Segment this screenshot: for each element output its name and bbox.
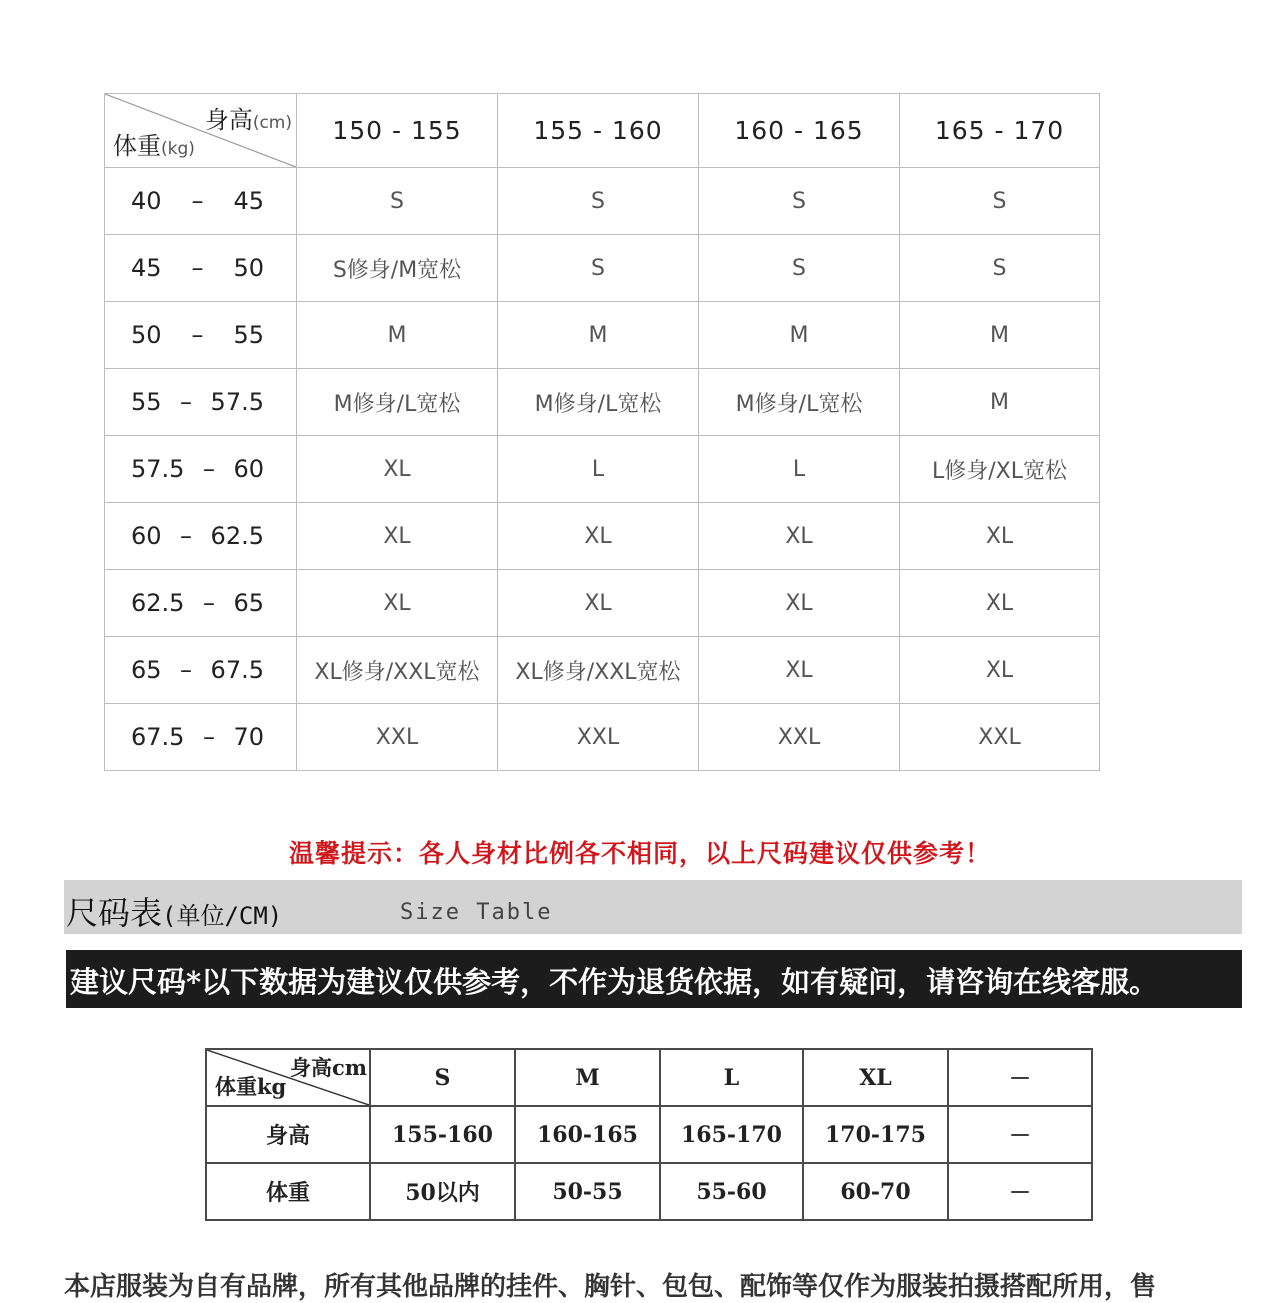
size-cell: XL <box>297 436 498 503</box>
table-row <box>105 302 1100 369</box>
value-cell: 50以内 <box>370 1163 515 1220</box>
size-cell: XL修身/XXL宽松 <box>498 637 699 704</box>
table-row <box>105 637 1100 704</box>
weight-range-cell: 57.5 – 60 <box>105 436 297 503</box>
size-header: M <box>515 1049 660 1106</box>
weight-axis-label: 体重(kg) <box>113 132 195 160</box>
size-cell: XXL <box>297 704 498 771</box>
value-cell: － <box>948 1163 1092 1220</box>
size-table-title: 尺码表(单位/CM) <box>66 894 283 932</box>
size-cell: XL <box>900 503 1100 570</box>
size-cell: S修身/M宽松 <box>297 235 498 302</box>
size-cell: XL <box>699 503 900 570</box>
table-row <box>105 369 1100 436</box>
weight-axis-label: 体重kg <box>215 1074 287 1099</box>
size-cell: M <box>699 302 900 369</box>
weight-range-cell: 60 – 62.5 <box>105 503 297 570</box>
size-cell: XL <box>297 503 498 570</box>
size-cell: XL <box>900 637 1100 704</box>
weight-range-cell: 62.5 – 65 <box>105 570 297 637</box>
simple-size-table <box>205 1048 1093 1221</box>
size-cell: XL <box>297 570 498 637</box>
table-row <box>105 503 1100 570</box>
simple-table-header-row <box>206 1049 1092 1106</box>
store-disclaimer-text: 本店服装为自有品牌，所有其他品牌的挂件、胸针、包包、配饰等仅作为服装拍摄搭配所用，售 <box>64 1272 1157 1302</box>
size-header: S <box>370 1049 515 1106</box>
size-cell: S <box>900 235 1100 302</box>
size-cell: M <box>498 302 699 369</box>
value-cell: 165-170 <box>660 1106 803 1163</box>
height-range-header: 150 - 155 <box>297 94 498 168</box>
table-row <box>105 704 1100 771</box>
size-header: L <box>660 1049 803 1106</box>
size-chart-corner-cell <box>105 94 297 168</box>
size-cell: S <box>900 168 1100 235</box>
size-cell: M修身/L宽松 <box>297 369 498 436</box>
height-range-header: 160 - 165 <box>699 94 900 168</box>
height-range-header: 155 - 160 <box>498 94 699 168</box>
size-chart-table <box>104 93 1100 771</box>
height-range-header: 165 - 170 <box>900 94 1100 168</box>
advice-banner-text: 建议尺码*以下数据为建议仅供参考，不作为退货依据，如有疑问，请咨询在线客服。 <box>70 965 1159 999</box>
simple-table-corner-cell <box>206 1049 370 1106</box>
size-cell: S <box>297 168 498 235</box>
size-advice-notice: 温馨提示：各人身材比例各不相同，以上尺码建议仅供参考！ <box>288 839 991 868</box>
size-cell: XL <box>900 570 1100 637</box>
size-cell: XXL <box>498 704 699 771</box>
size-cell: M <box>900 369 1100 436</box>
weight-range-cell: 67.5 – 70 <box>105 704 297 771</box>
value-cell: 170-175 <box>803 1106 948 1163</box>
weight-range-cell: 65 – 67.5 <box>105 637 297 704</box>
size-header: XL <box>803 1049 948 1106</box>
weight-range-cell: 55 – 57.5 <box>105 369 297 436</box>
table-row <box>105 235 1100 302</box>
value-cell: － <box>948 1106 1092 1163</box>
size-cell: S <box>699 168 900 235</box>
value-cell: 50-55 <box>515 1163 660 1220</box>
size-cell: M修身/L宽松 <box>498 369 699 436</box>
size-chart-header-row <box>105 94 1100 168</box>
weight-range-cell: 40 – 45 <box>105 168 297 235</box>
value-cell: 60-70 <box>803 1163 948 1220</box>
size-cell: XL修身/XXL宽松 <box>297 637 498 704</box>
row-label: 身高 <box>206 1106 370 1163</box>
size-cell: M <box>297 302 498 369</box>
value-cell: 160-165 <box>515 1106 660 1163</box>
size-cell: XL <box>498 503 699 570</box>
table-row <box>206 1163 1092 1220</box>
size-header: － <box>948 1049 1092 1106</box>
size-cell: XXL <box>699 704 900 771</box>
weight-range-cell: 45 – 50 <box>105 235 297 302</box>
size-cell: M <box>900 302 1100 369</box>
row-label: 体重 <box>206 1163 370 1220</box>
size-cell: S <box>498 168 699 235</box>
size-cell: L <box>699 436 900 503</box>
value-cell: 55-60 <box>660 1163 803 1220</box>
size-cell: L <box>498 436 699 503</box>
size-cell: XXL <box>900 704 1100 771</box>
size-cell: XL <box>498 570 699 637</box>
size-cell: L修身/XL宽松 <box>900 436 1100 503</box>
advice-banner <box>66 950 1242 1008</box>
size-cell: XL <box>699 570 900 637</box>
table-row <box>105 168 1100 235</box>
height-axis-label: 身高cm <box>289 1055 367 1080</box>
size-table-heading <box>64 880 1242 934</box>
height-axis-label: 身高(cm) <box>204 106 292 134</box>
size-cell: S <box>699 235 900 302</box>
table-row <box>105 570 1100 637</box>
size-cell: XL <box>699 637 900 704</box>
table-row <box>105 436 1100 503</box>
size-table-title-en: Size Table <box>400 900 553 925</box>
size-cell: S <box>498 235 699 302</box>
table-row <box>206 1106 1092 1163</box>
size-cell: M修身/L宽松 <box>699 369 900 436</box>
value-cell: 155-160 <box>370 1106 515 1163</box>
weight-range-cell: 50 – 55 <box>105 302 297 369</box>
